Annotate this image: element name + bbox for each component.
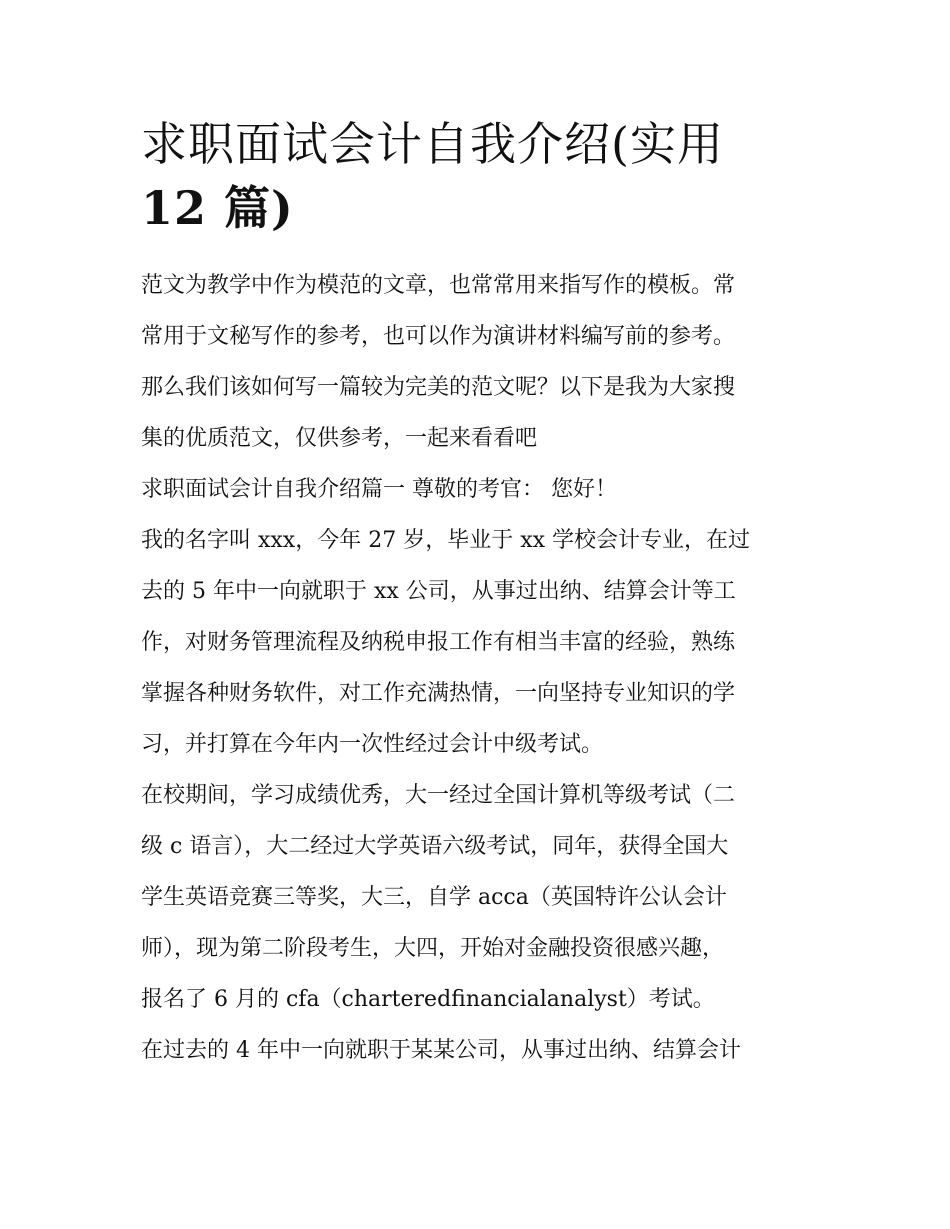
text-line: 在校期间，学习成绩优秀，大一经过全国计算机等级考试（二 — [141, 783, 736, 808]
section-heading-paragraph — [141, 464, 813, 515]
education-paragraph — [141, 770, 813, 1025]
document-body — [141, 260, 813, 1076]
text-line: 求职面试会计自我介绍篇一 尊敬的考官： 您好！ — [141, 477, 617, 502]
text-line: 师），现为第二阶段考生，大四，开始对金融投资很感兴趣， — [141, 936, 725, 961]
text-line: 我的名字叫 xxx，今年 27 岁，毕业于 xx 学校会计专业，在过 — [141, 528, 750, 553]
text-line: 那么我们该如何写一篇较为完美的范文呢？以下是我为大家搜 — [141, 375, 736, 400]
text-line: 习，并打算在今年内一次性经过会计中级考试。 — [141, 732, 604, 757]
text-line: 作，对财务管理流程及纳税申报工作有相当丰富的经验，熟练 — [141, 630, 736, 655]
text-line: 学生英语竞赛三等奖，大三，自学 acca（英国特许公认会计 — [141, 885, 727, 910]
text-line: 常用于文秘写作的参考，也可以作为演讲材料编写前的参考。 — [141, 324, 736, 349]
text-line: 级 c 语言），大二经过大学英语六级考试，同年，获得全国大 — [141, 834, 729, 859]
text-line: 去的 5 年中一向就职于 xx 公司，从事过出纳、结算会计等工 — [141, 579, 736, 604]
document-page — [141, 112, 813, 1076]
experience-paragraph — [141, 1025, 813, 1076]
text-line: 在过去的 4 年中一向就职于某某公司，从事过出纳、结算会计 — [141, 1038, 741, 1063]
text-line: 报名了 6 月的 cfa（charteredfinancialanalyst）考试。 — [141, 987, 715, 1012]
intro-paragraph — [141, 260, 813, 464]
document-title — [141, 112, 813, 240]
title-line: 求职面试会计自我介绍(实用 — [141, 117, 724, 171]
text-line: 掌握各种财务软件，对工作充满热情，一向坚持专业知识的学 — [141, 681, 736, 706]
introduction-paragraph — [141, 515, 813, 770]
text-line: 集的优质范文，仅供参考，一起来看看吧 — [141, 426, 538, 451]
text-line: 范文为教学中作为模范的文章，也常常用来指写作的模板。常 — [141, 273, 736, 298]
title-line: 12 篇) — [141, 181, 294, 235]
